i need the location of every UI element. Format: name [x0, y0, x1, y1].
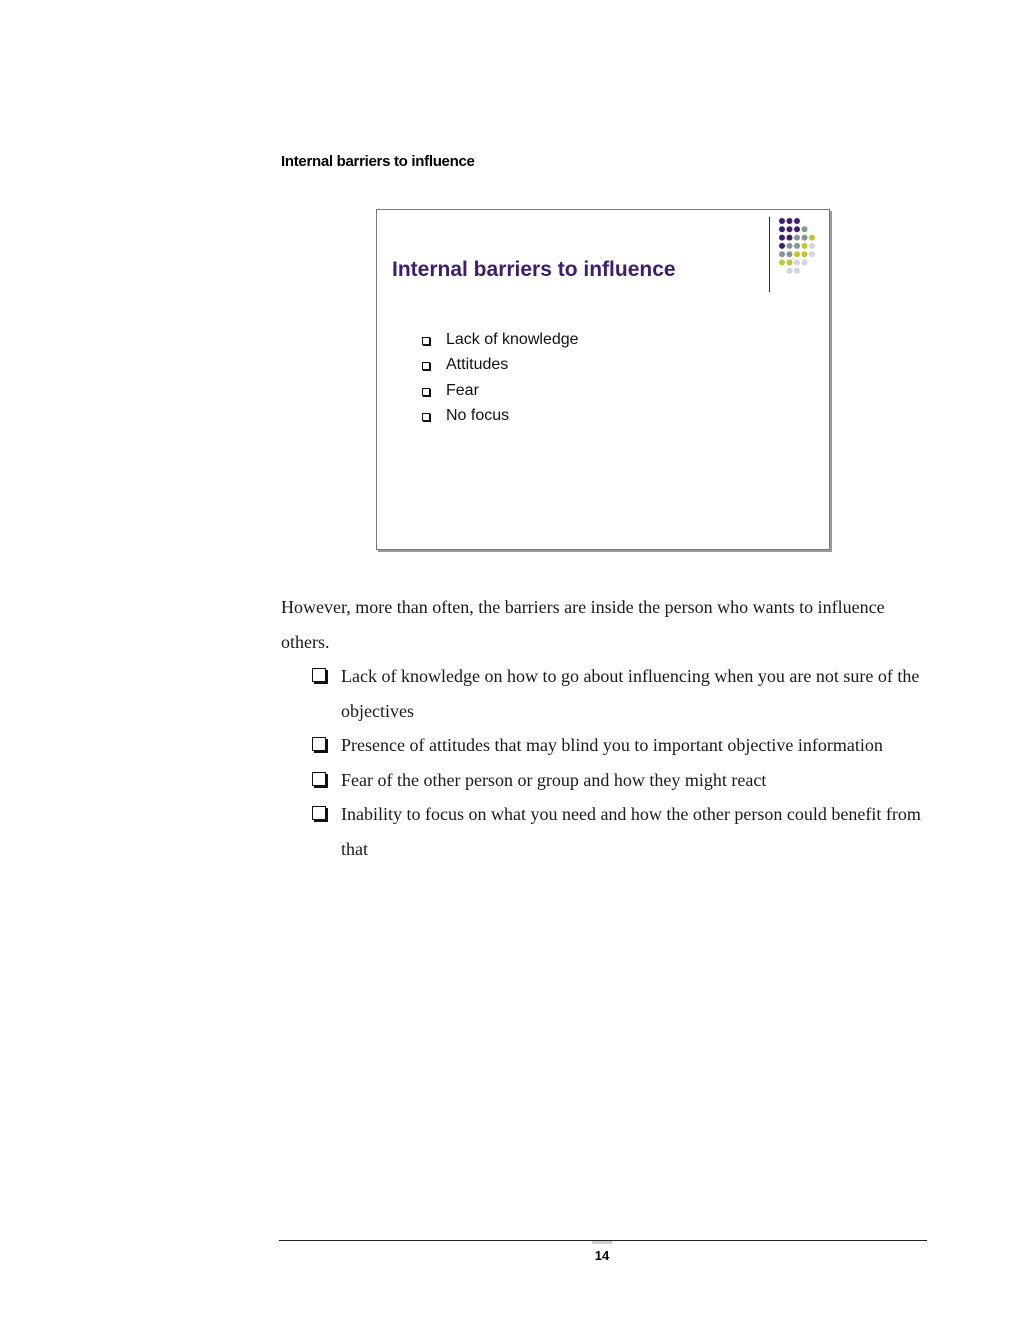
checkbox-bullet-icon [312, 806, 326, 820]
decorative-dot [802, 226, 808, 232]
decorative-dot [779, 251, 785, 257]
body-bullet-list [312, 659, 922, 866]
decorative-dot [787, 226, 793, 232]
checkbox-bullet-icon [422, 362, 430, 370]
body-paragraph: However, more than often, the barriers are inside the person who wants to influence others. [281, 597, 885, 652]
slide-bullet-text: Attitudes [446, 356, 509, 374]
slide-bullet [422, 353, 579, 379]
slide-bullet-list [422, 327, 579, 429]
decorative-dot [809, 251, 815, 257]
checkbox-bullet-icon [422, 388, 430, 396]
decorative-dot [779, 226, 785, 232]
decorative-dot [794, 268, 800, 274]
slide-bullet [422, 378, 579, 404]
checkbox-bullet-icon [312, 737, 326, 751]
footer-mark [592, 1241, 612, 1244]
section-heading: Internal barriers to influence [281, 153, 475, 170]
body-bullet [312, 797, 922, 866]
decorative-dot [794, 260, 800, 266]
decorative-dot [802, 235, 808, 241]
slide-bullet-text: Lack of knowledge [446, 330, 579, 348]
decorative-dot [794, 235, 800, 241]
decorative-dot [779, 243, 785, 249]
body-bullet [312, 763, 922, 798]
slide-bullet [422, 404, 579, 430]
decorative-dot [802, 260, 808, 266]
body-bullet-text: Lack of knowledge on how to go about influencing when you are not sure of the objectives [341, 666, 920, 721]
decorative-dot [802, 243, 808, 249]
decorative-dot [787, 218, 793, 224]
decorative-dot [787, 251, 793, 257]
decorative-dot [787, 268, 793, 274]
decorative-dot [787, 235, 793, 241]
checkbox-bullet-icon [422, 337, 430, 345]
decorative-dot [779, 260, 785, 266]
decorative-dot [809, 235, 815, 241]
slide-title: Internal barriers to influence [392, 258, 676, 281]
slide-image [376, 209, 830, 550]
checkbox-bullet-icon [312, 772, 326, 786]
body-bullet-text: Inability to focus on what you need and how the other person could benefit from that [341, 804, 921, 859]
decorative-dot [802, 251, 808, 257]
slide-bullet [422, 327, 579, 353]
slide-bullet-text: No focus [446, 407, 510, 425]
decorative-dot [779, 235, 785, 241]
body-bullet-text: Fear of the other person or group and how they might react [341, 769, 767, 790]
decorative-dot [787, 260, 793, 266]
slide-divider [769, 217, 770, 292]
body-bullet [312, 659, 922, 728]
body-bullet [312, 728, 922, 763]
dot-grid-decoration [779, 217, 829, 287]
checkbox-bullet-icon [312, 668, 326, 682]
decorative-dot [794, 243, 800, 249]
decorative-dot [779, 218, 785, 224]
decorative-dot [809, 243, 815, 249]
decorative-dot [794, 218, 800, 224]
decorative-dot [787, 243, 793, 249]
decorative-dot [794, 226, 800, 232]
decorative-dot [794, 251, 800, 257]
page-number: 14 [594, 1248, 610, 1263]
checkbox-bullet-icon [422, 413, 430, 421]
body-bullet-text: Presence of attitudes that may blind you to important objective information [341, 735, 883, 755]
slide-bullet-text: Fear [446, 381, 479, 399]
